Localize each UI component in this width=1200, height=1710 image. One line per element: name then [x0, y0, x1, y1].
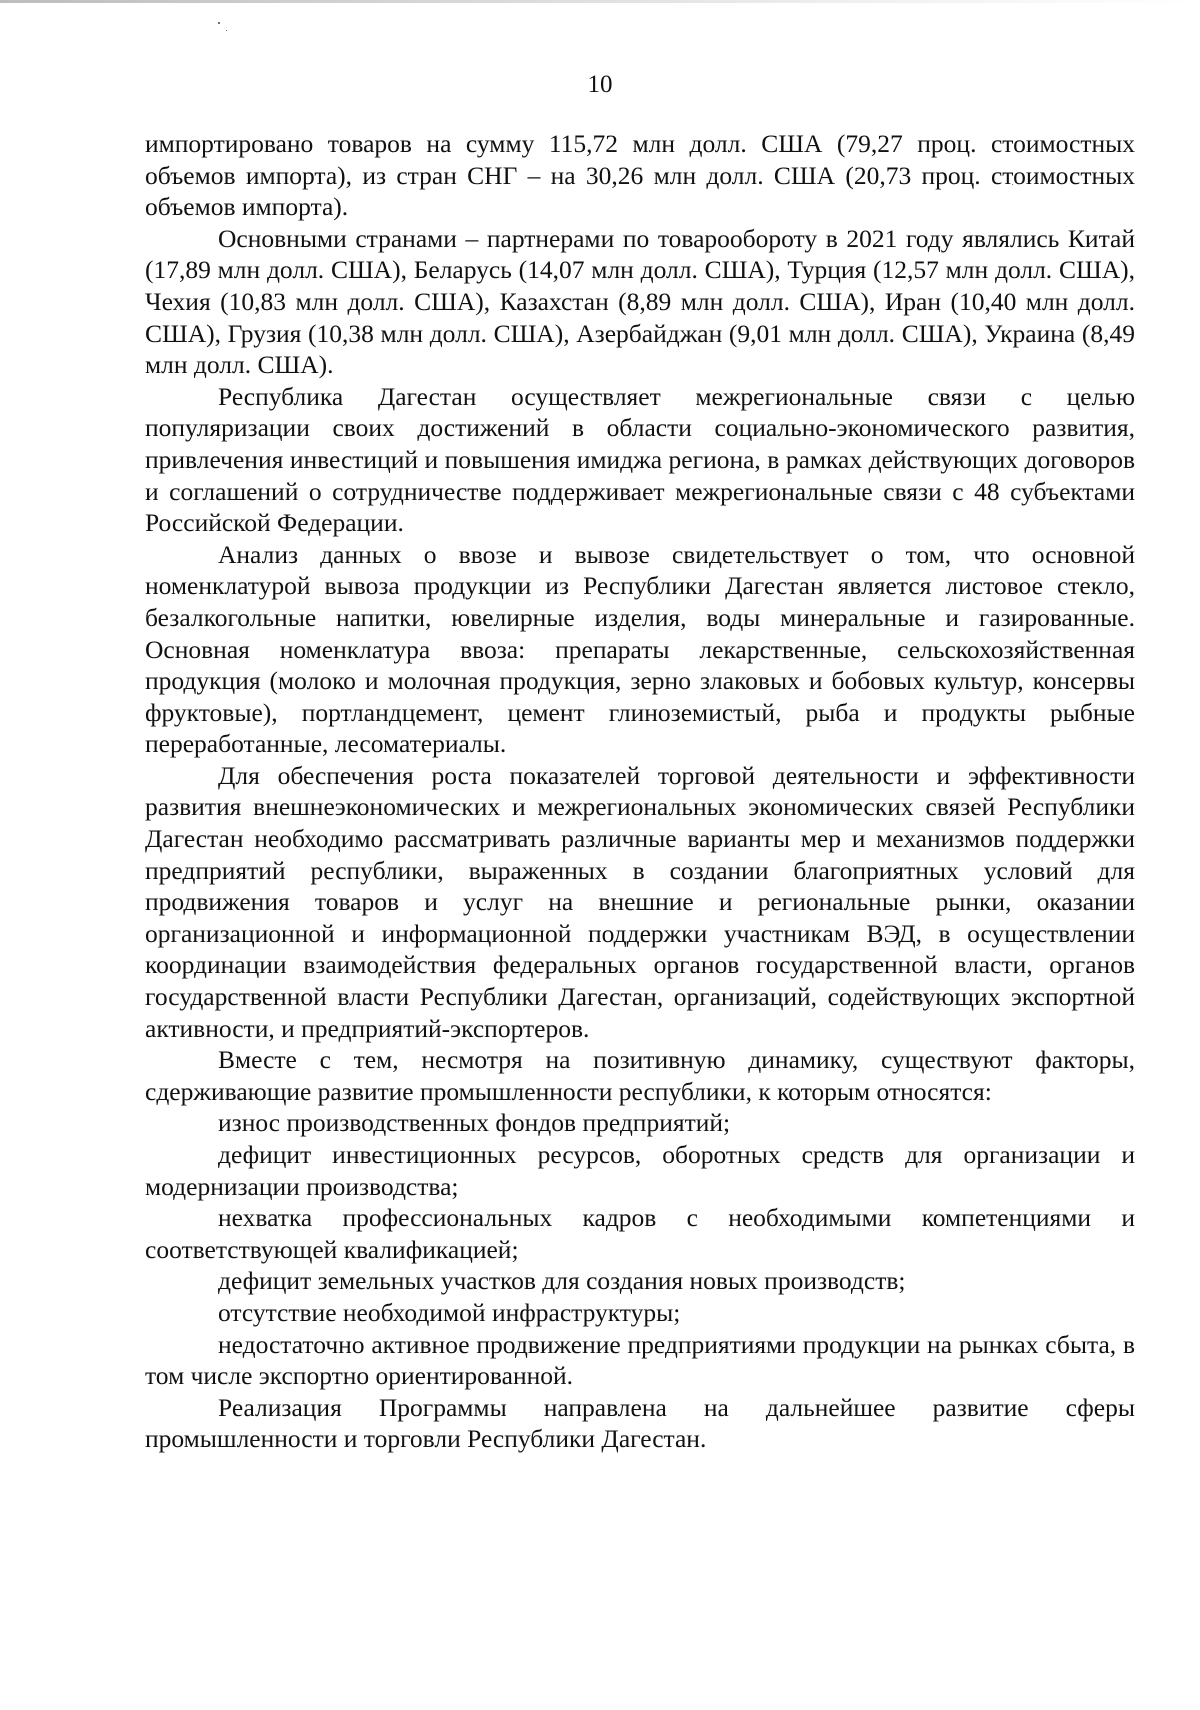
scan-speck: [226, 30, 227, 31]
paragraph: Реализация Программы направлена на дальнейшее развитие сферы промышленности и торговли Республики Дагестан.: [145, 1392, 1135, 1454]
body-text: [145, 128, 1135, 1455]
paragraph: Основными странами – партнерами по товарообороту в 2021 году являлись Китай (17,89 млн долл. США), Беларусь (14,07 млн долл. США), Турция (12,57 млн долл. США), Чехия (10,83 млн долл. США), Казахстан (8,89 млн долл. США), Иран (10,40 млн долл. США), Грузия (10,38 млн долл. США), Азербайджан (9,01 млн долл. США), Украина (8,49 млн долл. США).: [145, 223, 1135, 380]
paragraph: импортировано товаров на сумму 115,72 млн долл. США (79,27 проц. стоимостных объемов импорта), из стран СНГ – на 30,26 млн долл. США (20,73 проц. стоимостных объемов импорта).: [145, 129, 1135, 222]
scan-speck: [218, 22, 220, 24]
page-number: 10: [587, 71, 613, 98]
paragraph: Анализ данных о ввозе и вывозе свидетельствует о том, что основной номенклатурой вывоза продукции из Республики Дагестан является листовое стекло, безалкогольные напитки, ювелирные изделия, воды минеральные и газированные. Основная номенклатура ввоза: препараты лекарственные, сельскохозяйственная продукция (молоко и молочная продукция, зерно злаковых и бобовых культур, консервы фруктовые), портландцемент, цемент глиноземистый, рыба и продукты рыбные переработанные, лесоматериалы.: [145, 539, 1135, 759]
list-item: дефицит земельных участков для создания новых производств;: [218, 1266, 906, 1296]
paragraph: Вместе с тем, несмотря на позитивную динамику, существуют факторы, сдерживающие развитие промышленности республики, к которым относятся:: [145, 1045, 1135, 1106]
list-item: нехватка профессиональных кадров с необходимыми компетенциями и соответствующей квалификацией;: [145, 1203, 1135, 1264]
list-item: износ производственных фондов предприятий;: [218, 1108, 731, 1138]
paragraph: Для обеспечения роста показателей торговой деятельности и эффективности развития внешнеэкономических и межрегиональных экономических связей Республики Дагестан необходимо рассматривать различные варианты мер и механизмов поддержки предприятий республики, выраженных в создании благоприятных условий для продвижения товаров и услуг на внешние и региональные рынки, оказании организационной и информационной поддержки участникам ВЭД, в осуществлении координации взаимодействия федеральных органов государственной власти, органов государственной власти Республики Дагестан, организаций, содействующих экспортной активности, и предприятий-экспортеров.: [145, 760, 1135, 1043]
list-item: дефицит инвестиционных ресурсов, оборотных средств для организации и модернизации производства;: [145, 1140, 1135, 1201]
list-item: недостаточно активное продвижение предприятиями продукции на рынках сбыта, в том числе экспортно ориентированной.: [145, 1329, 1135, 1391]
paragraph: Республика Дагестан осуществляет межрегиональные связи с целью популяризации своих достижений в области социально-экономического развития, привлечения инвестиций и повышения имиджа региона, в рамках действующих договоров и соглашений о сотрудничестве поддерживает межрегиональные связи с 48 субъектами Российской Федерации.: [145, 381, 1135, 538]
scan-edge: [0, 0, 1200, 3]
list-item: отсутствие необходимой инфраструктуры;: [218, 1297, 681, 1327]
